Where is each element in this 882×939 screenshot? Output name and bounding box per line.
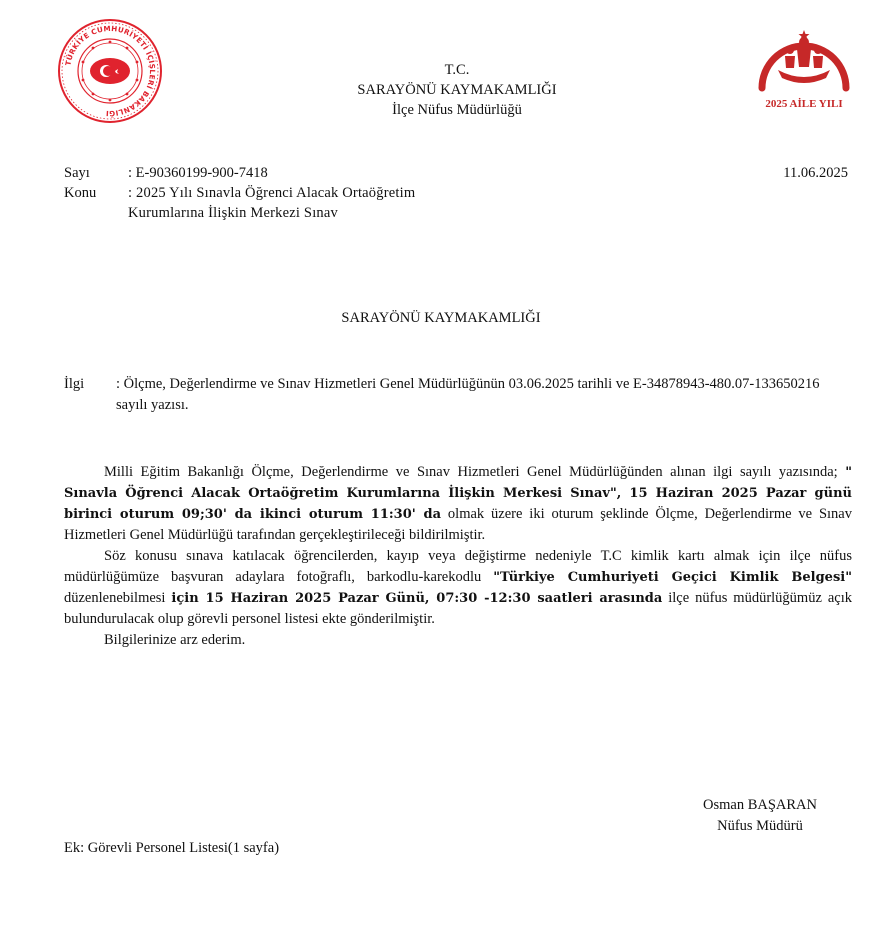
- body-paragraph-1: Milli Eğitim Bakanlığı Ölçme, Değerlendirme ve Sınav Hizmetleri Genel Müdürlüğünden alınan ilgi sayılı yazısında; " Sınavla Öğrenci Alacak Ortaöğretim Kurumlarına İlişkin Merkesi Sınav", 15 Haziran 2025 Pazar günü birinci oturum 09;30' da ikinci oturum 11:30' da olmak üzere iki oturum şeklinde Ölçme, Değerlendirme ve Sınav Hizmetleri Genel Müdürlüğü tarafından gerçekleştirileceği bildirilmiştir.: [64, 464, 852, 543]
- signature-block: [640, 795, 880, 837]
- header-tc: T.C.: [444, 62, 470, 78]
- signer-title: Nüfus Müdürü: [717, 818, 803, 834]
- signer-name: Osman BAŞARAN: [703, 797, 817, 813]
- ilgi-text: : Ölçme, Değerlendirme ve Sınav Hizmetleri Genel Müdürlüğünün 03.06.2025 tarihli ve E-34878943-480.07-133650216 sayılı yazısı.: [116, 376, 820, 413]
- konu-label: Konu: [64, 185, 97, 201]
- header-kaymakamlik: SARAYÖNÜ KAYMAKAMLIĞI: [357, 82, 557, 98]
- sayi-value: : E-90360199-900-7418: [128, 165, 268, 181]
- aile-yili-label: 2025 AİLE YILI: [765, 98, 843, 110]
- ilgi-label: İlgi: [64, 376, 85, 392]
- konu-value: : 2025 Yılı Sınavla Öğrenci Alacak Ortaöğretim Kurumlarına İlişkin Merkezi Sınav: [128, 185, 416, 221]
- document-meta: [64, 163, 484, 221]
- letterhead: [282, 60, 632, 120]
- letter-body: [64, 462, 852, 651]
- aile-yili-logo: [752, 18, 856, 120]
- body-paragraph-3: Bilgilerinize arz ederim.: [104, 632, 246, 648]
- document-date: 11.06.2025: [783, 165, 848, 181]
- addressee: SARAYÖNÜ KAYMAKAMLIĞI: [341, 310, 541, 326]
- header-mudurluk: İlçe Nüfus Müdürlüğü: [392, 102, 522, 118]
- body-paragraph-2: Söz konusu sınava katılacak öğrencilerden, kayıp veya değiştirme nedeniyle T.C kimlik kartı almak için ilçe nüfus müdürlüğümüze başvuran adaylara fotoğraflı, barkodlu-karekodlu "Türkiye Cumhuriyeti Geçici Kimlik Belgesi" düzenlenebilmesi için 15 Haziran 2025 Pazar Günü, 07:30 -12:30 saatleri arasında ilçe nüfus müdürlüğümüz açık bulundurulacak olup görevli personel listesi ekte gönderilmiştir.: [64, 548, 853, 627]
- sayi-label: Sayı: [64, 165, 90, 181]
- svg-text:TÜRKİYE CUMHURİYETİ İÇİŞLERİ B: TÜRKİYE CUMHURİYETİ İÇİŞLERİ BAKANLIĞI: [63, 23, 158, 119]
- ministry-seal-logo: [57, 18, 163, 124]
- attachment-note: Ek: Görevli Personel Listesi(1 sayfa): [64, 840, 280, 856]
